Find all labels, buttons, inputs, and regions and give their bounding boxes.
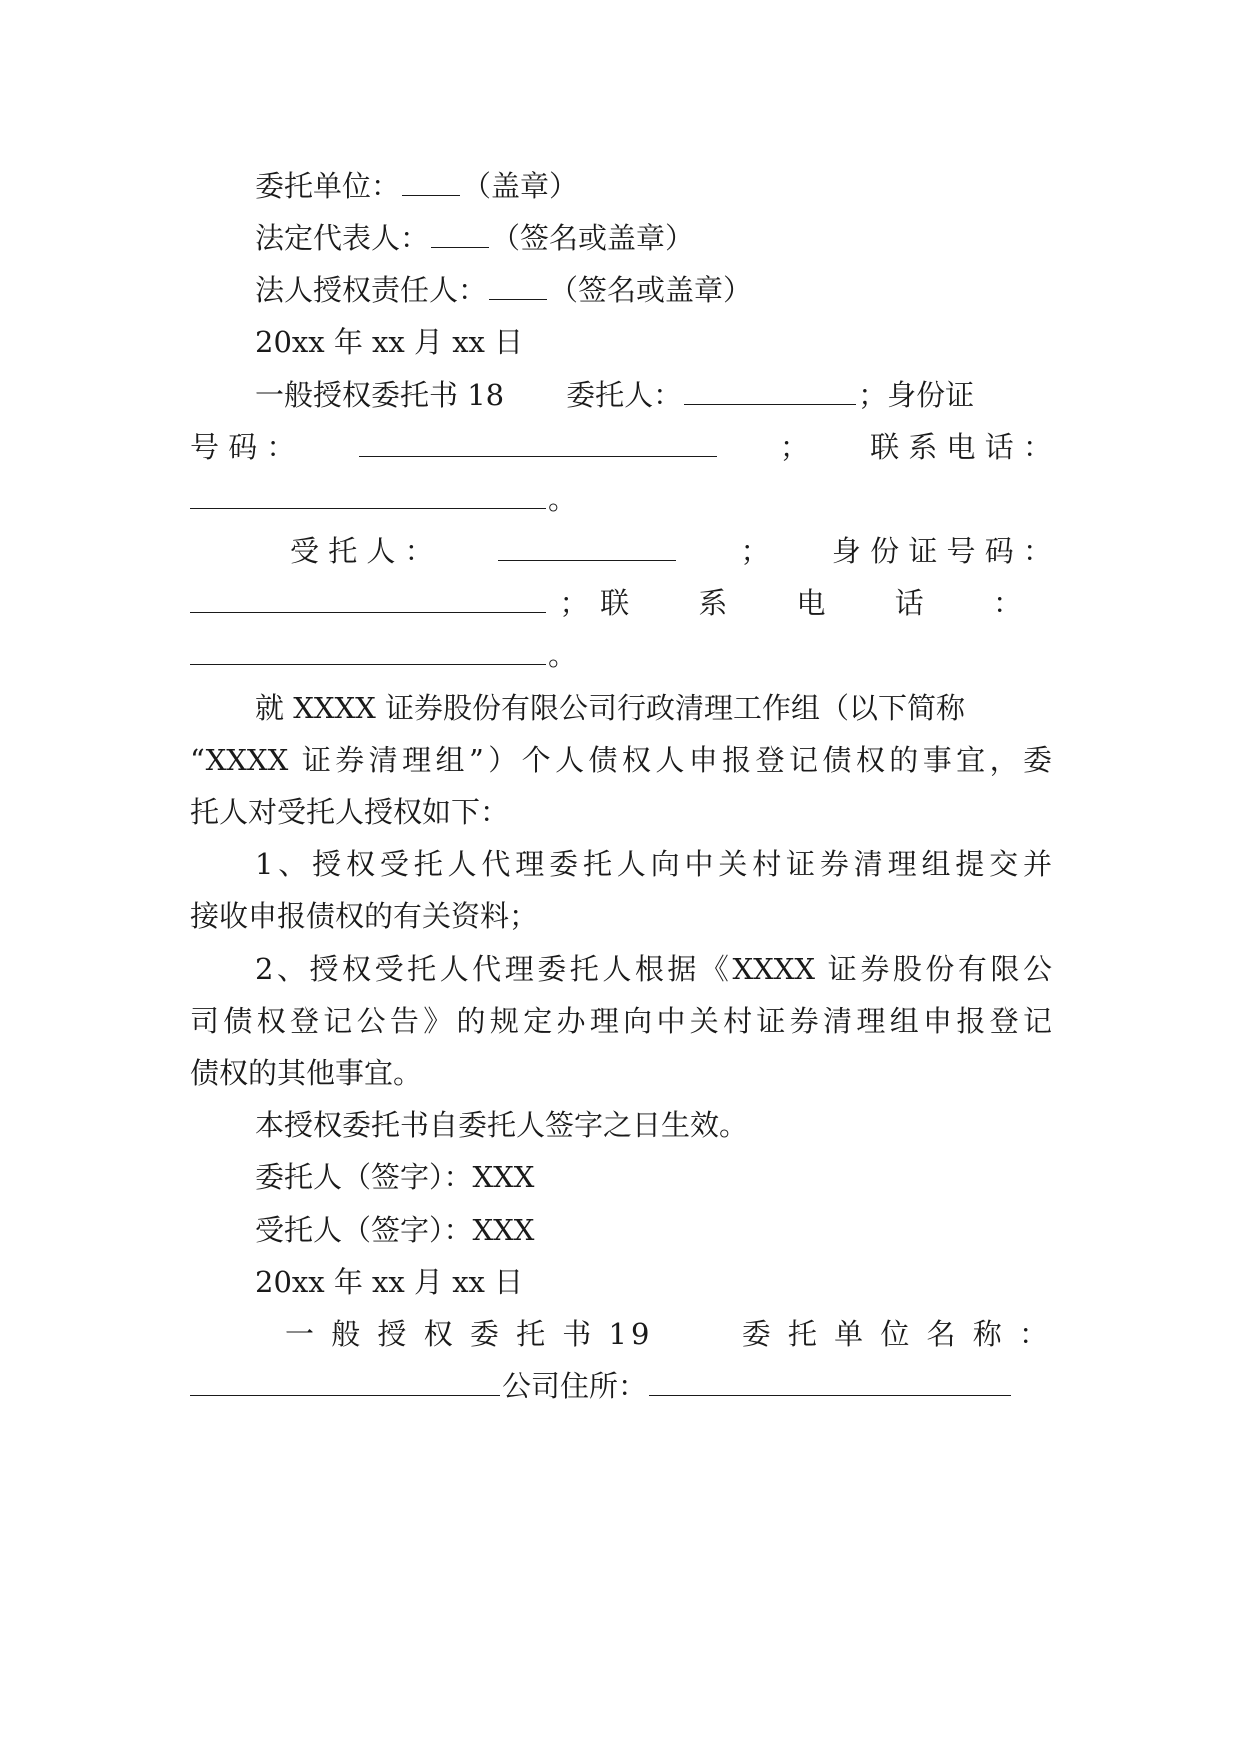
section-19-heading-line	[285, 1305, 1052, 1363]
separator: ；	[740, 534, 770, 568]
blank-line	[359, 426, 717, 457]
company-address-line	[190, 1357, 1052, 1415]
agent-phone-line	[190, 626, 1052, 684]
entrusting-unit-label: 委托单位：	[255, 169, 401, 203]
body-paragraph-line-3: 托人对受托人授权如下：	[190, 795, 510, 829]
id-number-label: 号 码 ：	[190, 430, 296, 464]
principal-signature: 委托人（签字）：XXX	[255, 1160, 535, 1194]
clause-1-line-1: 1、授权受托人代理委托人向中关村证券清理组提交并	[255, 847, 1052, 881]
date-line: 20xx 年 xx 月 xx 日	[255, 325, 524, 359]
principal-id-line	[190, 418, 1052, 476]
blank-line	[190, 634, 546, 665]
agent-line	[290, 522, 1052, 580]
separator: ；	[559, 586, 589, 620]
agent-signature: 受托人（签字）：XXX	[255, 1213, 535, 1247]
clause-2-line-1: 2、授权受托人代理委托人根据《XXXX 证券股份有限公	[255, 952, 1052, 986]
seal-note: （盖章）	[462, 169, 579, 203]
sign-or-seal-note: （签名或盖章）	[549, 273, 753, 307]
blank-line	[190, 582, 546, 613]
legal-representative-label: 法定代表人：	[255, 221, 430, 255]
blank-line	[489, 269, 547, 300]
section-18-title: 一般授权委托书 18	[255, 378, 505, 412]
blank-line	[402, 165, 460, 196]
effective-statement: 本授权委托书自委托人签字之日生效。	[255, 1108, 749, 1142]
period: 。	[548, 638, 578, 672]
id-number-label: 身 份 证 号 码 ：	[831, 534, 1052, 568]
blank-line	[649, 1365, 1011, 1396]
body-paragraph-line-1: 就 XXXX 证券股份有限公司行政清理工作组（以下简称	[255, 691, 966, 725]
blank-line	[190, 1365, 500, 1396]
section-18-heading-line	[255, 366, 1052, 424]
legal-representative-line	[255, 209, 1052, 267]
clause-1-line-2: 接收申报债权的有关资料；	[190, 899, 539, 933]
sign-or-seal-note: （签名或盖章）	[491, 221, 695, 255]
period: 。	[548, 482, 578, 516]
blank-line	[431, 217, 489, 248]
clause-2-line-2: 司债权登记公告》的规定办理向中关村证券清理组申报登记	[190, 1004, 1052, 1038]
principal-phone-line	[190, 470, 1052, 528]
id-card-label: ；身份证	[858, 378, 975, 412]
phone-label: 联 系 电 话 ：	[870, 430, 1052, 464]
separator: ；	[779, 430, 809, 464]
company-address-label: 公司住所：	[502, 1369, 648, 1403]
signature-date: 20xx 年 xx 月 xx 日	[255, 1265, 524, 1299]
entrusting-unit-name-label: 委 托 单 位 名 称 ：	[741, 1317, 1052, 1351]
principal-label: 委托人：	[566, 378, 683, 412]
entrusting-unit-line	[255, 157, 1052, 215]
blank-line	[684, 374, 856, 405]
authorized-person-label: 法人授权责任人：	[255, 273, 488, 307]
agent-id-line	[190, 574, 1052, 632]
blank-line	[498, 530, 676, 561]
authorized-person-line	[255, 261, 1052, 319]
agent-label: 受 托 人 ：	[290, 534, 434, 568]
section-19-title: 一 般 授 权 委 托 书 19	[285, 1317, 654, 1351]
clause-2-line-3: 债权的其他事宜。	[190, 1056, 423, 1090]
phone-label: 联 系 电 话 ：	[600, 586, 1052, 620]
body-paragraph-line-2: “XXXX 证券清理组”）个人债权人申报登记债权的事宜，委	[190, 743, 1052, 777]
blank-line	[190, 478, 546, 509]
